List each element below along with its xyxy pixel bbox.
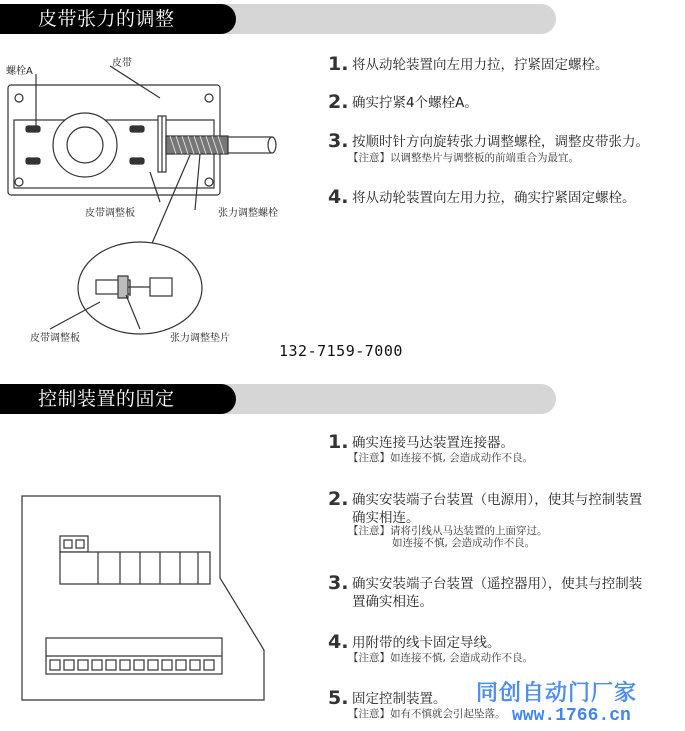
label-belt-plate-detail: 皮带调整板	[30, 333, 80, 344]
step-text: 固定控制装置。	[352, 691, 447, 707]
step-number: 2.	[328, 488, 349, 510]
step-text: 将从动轮装置向左用力拉，确实拧紧固定螺栓。	[352, 190, 636, 206]
step-note-line2: 如连接不慎, 会造成动作不良。	[392, 537, 536, 549]
label-belt-plate: 皮带调整板	[85, 208, 135, 219]
label-belt: 皮带	[112, 58, 132, 69]
step-text: 将从动轮装置向左用力拉，拧紧固定螺栓。	[352, 57, 609, 73]
step-note: 【注意】如有不慎就会引起坠落。	[348, 708, 506, 720]
section-title: 皮带张力的调整	[38, 8, 175, 30]
section-header-control-fixing	[0, 384, 556, 414]
step-note: 【注意】以调整垫片与调整板的前端重合为最宜。	[348, 152, 579, 164]
step-number: 4.	[328, 186, 349, 208]
step-number: 3.	[328, 572, 349, 594]
step-text: 确实拧紧4个螺栓A。	[352, 95, 478, 111]
step-note: 【注意】如连接不慎, 会造成动作不良。	[348, 452, 534, 464]
step-number: 5.	[328, 687, 349, 709]
step-text-line1: 确实安装端子台装置（电源用），使其与控制装置	[352, 492, 643, 508]
watermark-url: www.1766.cn	[512, 706, 631, 726]
step-number: 2.	[328, 91, 349, 113]
step-number: 4.	[328, 631, 349, 653]
phone-number: 132-7159-7000	[279, 342, 403, 360]
watermark-brand: 同创自动门厂家	[476, 680, 638, 706]
step-text-line1: 确实安装端子台装置（遥控器用），使其与控制装	[352, 576, 643, 592]
section-header-belt-tension	[0, 4, 556, 34]
label-tension-pad: 张力调整垫片	[170, 333, 230, 344]
step-number: 3.	[328, 130, 349, 152]
step-number: 1.	[328, 53, 349, 75]
section-title: 控制装置的固定	[38, 388, 175, 410]
step-text: 确实连接马达装置连接器。	[352, 435, 514, 451]
label-bolt-a: 螺栓A	[6, 66, 33, 77]
step-number: 1.	[328, 431, 349, 453]
step-note: 【注意】如连接不慎, 会造成动作不良。	[348, 652, 534, 664]
step-text-line2: 置确实相连。	[352, 594, 433, 610]
control-unit-diagram	[0, 490, 270, 710]
step-text-line2: 确实相连。	[352, 510, 420, 526]
label-tension-bolt: 张力调整螺栓	[218, 208, 278, 219]
step-text: 按顺时针方向旋转张力调整螺栓，调整皮带张力。	[352, 134, 649, 150]
step-text: 用附带的线卡固定导线。	[352, 635, 501, 651]
belt-tension-diagram	[0, 40, 300, 340]
step-note-line1: 【注意】请将引线从马达装置的上面穿过。	[348, 525, 548, 537]
